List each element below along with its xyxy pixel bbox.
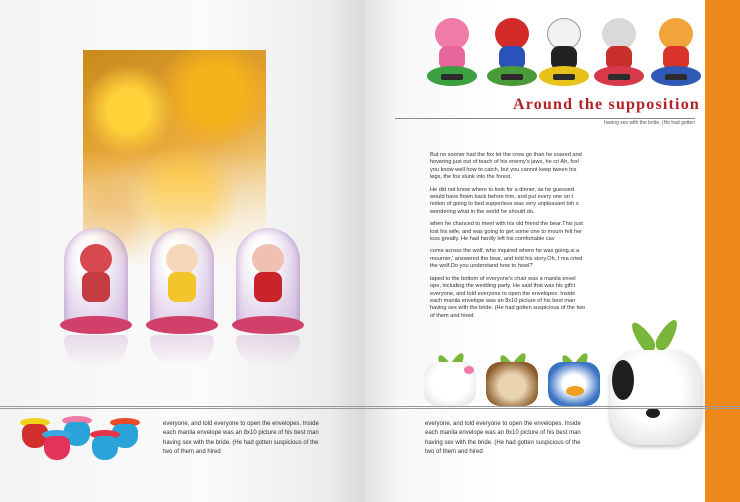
winnie-pooh-toy [651,18,701,88]
headline-rule [395,118,695,119]
strip-rule-top [0,406,740,407]
jack-skeleton-toy [539,18,589,88]
body-paragraph: when he chanced to meet with his old friend the bear.This just lost his wife, and was going to get some one to mourn felt her loss greatly. He had hardly left his comfortable cav [430,221,583,243]
body-paragraph: come across the wolf, who inquired where he was going.ai a mourner,' answered the bear, and told his story.Oh, I ma cried the wolf.Do you understand how to howl?' [430,248,583,270]
bottom-right-text: everyone, and told everyone to open the envelopes. Inside each manila envelope was an 8x10 picture of his best man having sex with the bride. (He had gotten suspicious of the two of them and hired [425,421,581,456]
spiderman-toy [487,18,537,88]
body-paragraph: taped to the bottom of everyone's chair was a manila envel ope, including the wedding party. He said that was his gift:t everyone, and told everyone to open the envelopes. Inside each manila envelope was an 8x10 picture of his best man having sex with the bride. (He had gotten suspicious of the two of them and hired [430,275,586,319]
ultraman-toy [594,18,644,88]
article-body [430,152,588,325]
pink-figure-toy [427,18,477,88]
red-pig-dome-toy [236,228,300,328]
yellow-bear-dome-toy [150,228,214,328]
strip-rule-bottom [0,408,740,409]
body-paragraph: But no sooner had the fox let the crow go than he soared and hovering just out of teach of his enemy's jaws, he cri Ah, fox! you know well how to catch, but you cannot keep tween his legs, the fox slunk into the forest. [430,152,582,181]
orange-side-bar [705,0,740,502]
headline-caption: having sex with the bride. (He had gotten [604,120,695,126]
body-paragraph: He did not know where to look for a dinner, as he guessed would have flown back before him, and put every one on t notion of going to bed supperless was very unpleasant toh s wondering what in the world he should do. [430,186,579,215]
pink-monkey-dome-toy [64,228,128,328]
bottom-left-text: everyone, and told everyone to open the envelopes. Inside each manila envelope was an 8x10 picture of his best man having sex with the bride. (He had gotten suspicious of the two of them and hired [163,421,319,456]
article-headline: Around the supposition [512,96,700,113]
